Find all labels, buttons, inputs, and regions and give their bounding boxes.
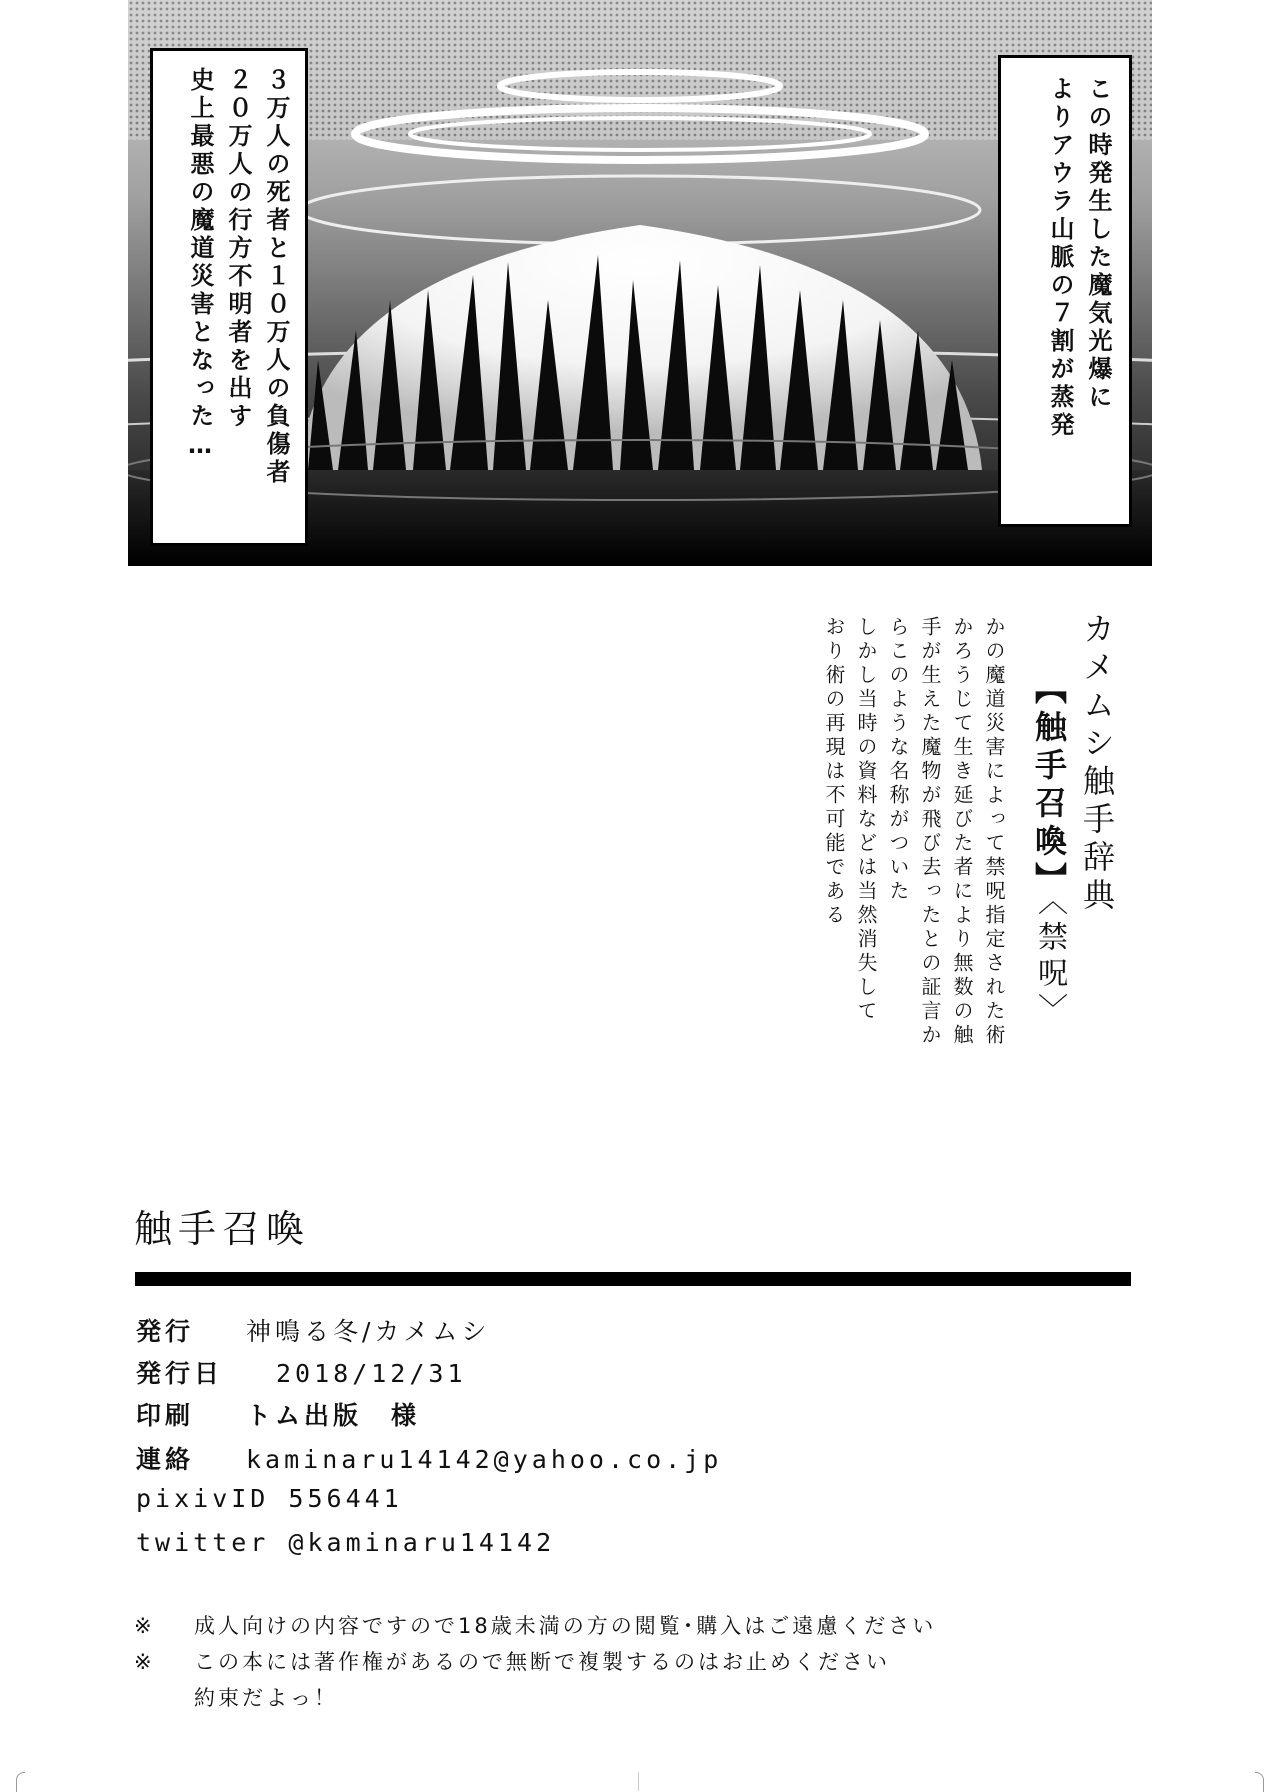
dictionary-term xyxy=(1026,672,1072,1029)
dictionary-entry xyxy=(730,612,1150,1092)
dictionary-line: かろうじて生き延びた者により無数の触 xyxy=(950,616,974,1048)
term-tag: 〈禁呪〉 xyxy=(1032,900,1067,1029)
divider-rule xyxy=(135,1272,1131,1286)
dictionary-line: しかし当時の資料などは当然消失して xyxy=(854,616,878,1024)
caption-left-line-3: 史上最悪の魔道災害となった… xyxy=(186,67,214,463)
date-row xyxy=(136,1354,467,1390)
contact-label: 連絡 xyxy=(136,1445,195,1474)
crop-mark-left xyxy=(16,1772,25,1792)
publisher-row xyxy=(136,1312,490,1348)
twitter-handle: twitter @kaminaru14142 xyxy=(136,1528,556,1557)
caption-left-line-2: ２０万人の行方不明者を出す xyxy=(224,67,252,431)
crop-mark-right xyxy=(1255,1772,1264,1792)
notice-promise xyxy=(134,1682,338,1712)
notice-copyright-text: この本には著作権があるので無断で複製するのはお止めください xyxy=(194,1650,890,1674)
caption-right-line-2: よりアウラ山脈の７割が蒸発 xyxy=(1046,76,1074,440)
dictionary-line: らこのような名称がついた xyxy=(886,616,910,904)
notice-mark: ※ xyxy=(134,1650,155,1674)
caption-right-line-1: この時発生した魔気光爆に xyxy=(1084,76,1112,412)
dictionary-line: おり術の再現は不可能である xyxy=(822,616,846,928)
notice-age-text: 成人向けの内容ですので18歳未満の方の閲覧･購入はご遠慮ください xyxy=(194,1614,937,1638)
date-label: 発行日 xyxy=(136,1359,224,1388)
notice-promise-text: 約束だよっ！ xyxy=(194,1686,338,1710)
book-title: 触手召喚 xyxy=(134,1207,311,1251)
dictionary-line: かの魔道災害によって禁呪指定された術 xyxy=(982,616,1006,1048)
dictionary-body xyxy=(818,616,1010,1048)
caption-left-line-1: ３万人の死者と１０万人の負傷者 xyxy=(262,67,290,487)
caption-box-left xyxy=(150,48,308,546)
dictionary-title: カメムシ触手辞典 xyxy=(1078,612,1116,916)
notice-mark: ※ xyxy=(134,1614,155,1638)
crop-mark-center xyxy=(638,1772,639,1791)
notice-age xyxy=(134,1610,936,1640)
pixiv-id: pixivID 556441 xyxy=(136,1484,403,1513)
printer-label: 印刷 xyxy=(136,1401,195,1430)
notice-copyright xyxy=(134,1646,890,1676)
term-name: 【触手召喚】 xyxy=(1030,672,1068,900)
contact-email: kaminaru14142@yahoo.co.jp xyxy=(246,1445,723,1474)
printer-value: トム出版 様 xyxy=(246,1401,421,1430)
manga-panel xyxy=(128,0,1152,566)
date-value: 2018/12/31 xyxy=(276,1359,467,1388)
contact-row xyxy=(136,1440,722,1476)
publisher-value: 神鳴る冬/カメムシ xyxy=(246,1317,491,1346)
dictionary-line: 手が生えた魔物が飛び去ったとの証言か xyxy=(918,616,942,1048)
publisher-label: 発行 xyxy=(136,1317,195,1346)
caption-box-right xyxy=(998,55,1132,527)
printer-row xyxy=(136,1396,420,1432)
